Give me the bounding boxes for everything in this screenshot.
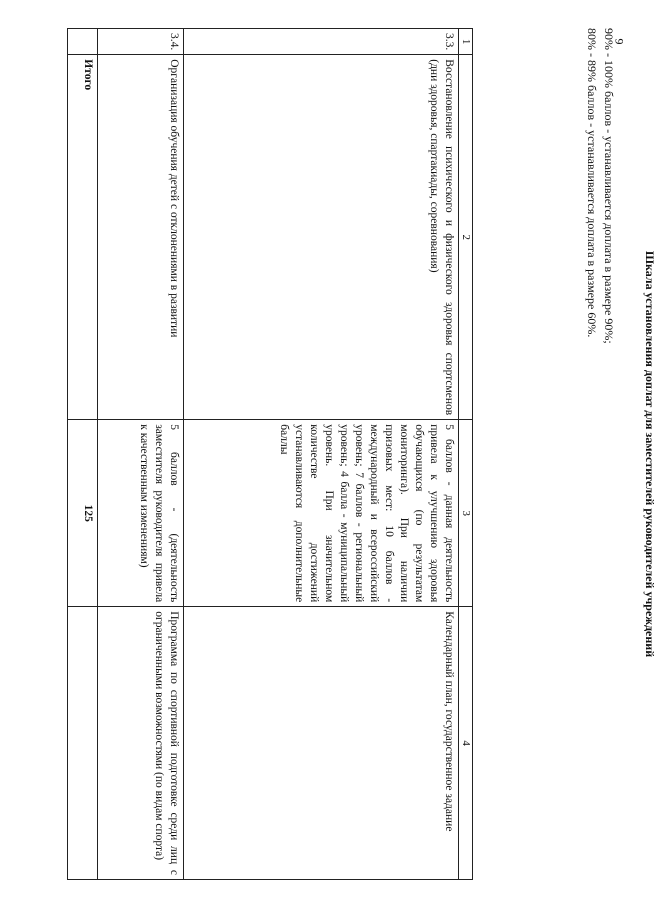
scale-section bbox=[135, 28, 275, 880]
total-value: 125 bbox=[68, 420, 98, 607]
scale-line-2: 80% - 89% баллов - устанавливается доплата в размере 60%. bbox=[585, 28, 599, 338]
points-cell: 5 баллов - данная деятельность привела к улучшению здоровья обучающихся (по результатам мониторинга). При наличии призовых мест: 10 баллов - международный и всероссийский уровень; 7 баллов - региональный уровень; 4 балла - муниципальный уровень. При значительном количестве достижений устанавливаются дополнительные баллы bbox=[184, 420, 459, 607]
header-cell-1: 1 bbox=[459, 29, 473, 55]
total-number-cell bbox=[68, 29, 98, 55]
total-docs-cell bbox=[68, 607, 98, 880]
total-label: Итого bbox=[68, 55, 98, 420]
criterion-cell: Организация обучения детей с отклонениями в развитии bbox=[98, 55, 184, 420]
scale-title: Шкала установления доплат для заместителей руководителей учреждений bbox=[643, 250, 657, 658]
docs-cell: Программа по спортивной подготовке среди лиц с ограниченными возможностями (по видам спорта) bbox=[98, 607, 184, 880]
scale-text bbox=[500, 28, 657, 880]
row-number: 3.4. bbox=[98, 29, 184, 55]
criterion-cell: Восстановление психического и физического здоровья спортсменов (дни здоровья, спартакиады, соревнования) bbox=[184, 55, 459, 420]
total-row bbox=[68, 29, 98, 880]
points-cell: 5 баллов - (деятельность заместителя руководителя привела к качественным изменениям) bbox=[98, 420, 184, 607]
row-number: 3.3. bbox=[184, 29, 459, 55]
page-number: 9 bbox=[612, 38, 627, 45]
header-cell-4: 4 bbox=[459, 607, 473, 880]
scale-line-1: 90% - 100% баллов - устанавливается доплата в размере 90%; bbox=[602, 28, 616, 344]
header-cell-2: 2 bbox=[459, 55, 473, 420]
header-cell-3: 3 bbox=[459, 420, 473, 607]
docs-cell: Календарный план, государственное задание bbox=[184, 607, 459, 880]
table-header-row bbox=[459, 29, 473, 880]
